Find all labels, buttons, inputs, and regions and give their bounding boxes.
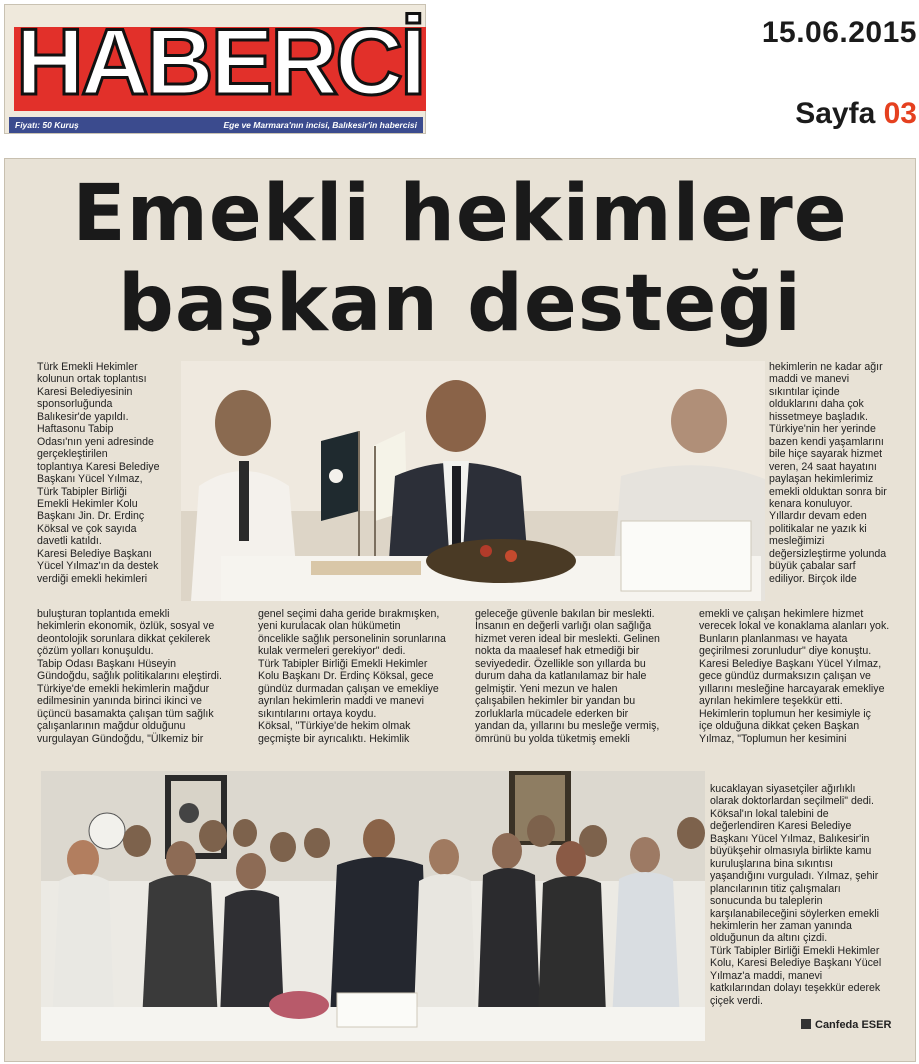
article-text-line: Karesi Belediye Başkanı bbox=[37, 547, 152, 560]
article-text-line: ayrılan hekimlere teşekkür etti. bbox=[699, 695, 843, 708]
article-text-line: sonucunda bu taleplerin bbox=[710, 895, 823, 908]
article-text-line: Köksal ve çok sayıda bbox=[37, 522, 137, 535]
article-text-line: durum daha da katlanılamaz bir hale bbox=[475, 670, 647, 683]
article-text-line: genel seçimi daha geride bırakmışken, bbox=[258, 608, 440, 620]
article-text-line: edilmesinin yanında birinci ikinci ve bbox=[37, 695, 202, 708]
article-text-line: Türk Tabipler Birliği Emekli Hekimler bbox=[258, 657, 428, 670]
article-text-line: Yılmaz, "Toplumun her kesimini bbox=[699, 732, 847, 745]
newspaper-masthead bbox=[4, 4, 426, 134]
page-label-text: Sayfa bbox=[795, 97, 876, 130]
article-text-line: Türkiye'de emekli hekimlerin mağdur bbox=[37, 682, 210, 695]
article-text-line: Başkanı Yücel Yılmaz, bbox=[37, 473, 143, 486]
article-text-line: geleceğe güvenle bakılan bir meslekti. bbox=[475, 608, 655, 620]
article-text-line: değersizleştirme yolunda bbox=[769, 547, 887, 560]
article-text-line: Tabip Odası Başkanı Hüseyin bbox=[37, 657, 176, 670]
column-2 bbox=[258, 608, 472, 745]
article-text-line: olarak doktorlardan seçilmeli" dedi. bbox=[710, 795, 874, 808]
article-text-line: kulak vermeleri gerekiyor" dedi. bbox=[258, 645, 406, 658]
article-text-line: verdiği emekli hekimleri bbox=[37, 572, 148, 585]
meeting-photo-illustration bbox=[181, 361, 765, 601]
article-text-line: hissetmeye başladık. bbox=[769, 410, 868, 423]
article-text-line: gündüz durmadan çalışan ve emekliye bbox=[258, 682, 439, 695]
article-text-line: öncelikle sağlık personelinin sorunlarına bbox=[258, 632, 446, 645]
article-text-line: Kolu Başkanı Dr. Erdinç Köksal, gece bbox=[258, 670, 434, 683]
article-text-line: sıkıntılar içinde bbox=[769, 385, 840, 398]
article-text-line: kolunun ortak toplantısı bbox=[37, 373, 147, 386]
article-text-line: olduğunun da altını çizdi. bbox=[710, 932, 828, 945]
article-text-line: çözüm yolları konuşuldu. bbox=[37, 645, 154, 658]
byline-author: Canfeda ESER bbox=[815, 1019, 892, 1031]
article-text-line: bazen kendi yaşamlarını bbox=[769, 435, 884, 448]
article-text-line: ayrılan hekimlerin maddi ve manevi bbox=[258, 695, 425, 708]
article-text-line: çiçek verdi. bbox=[710, 994, 763, 1007]
article-text-line: davetli katıldı. bbox=[37, 535, 102, 548]
byline-square-icon bbox=[801, 1019, 811, 1029]
article-text-line: seviyededir. Özellikle son yıllarda bu bbox=[475, 657, 646, 670]
article-text-line: olduklarını daha çok bbox=[769, 398, 864, 411]
price-label: Fiyatı: 50 Kuruş bbox=[15, 120, 79, 130]
article-text-line: Hekimlerin toplumun her kesimiyle iç bbox=[699, 707, 871, 720]
issue-date: 15.06.2015 bbox=[761, 16, 917, 49]
article-text-line: sıkıntılarını ortaya koydu. bbox=[258, 707, 377, 720]
article-text-line: toplantıya Karesi Belediye bbox=[37, 460, 160, 473]
article-text-line: deontolojik sorunlara dikkat çekilerek bbox=[37, 632, 211, 645]
article-text-line: Türk Tabipler Birliği bbox=[37, 485, 127, 498]
article-text-line: yeni kurulacak olan hükümetin bbox=[258, 620, 401, 633]
article-text-line: kucaklayan siyasetçiler ağırlıklı bbox=[710, 783, 856, 795]
column-1-top bbox=[37, 361, 179, 585]
article-text-line: yandan da, yıllarını bu mesleğe vermiş, bbox=[475, 720, 660, 733]
article-text-line: mesleğimizi bbox=[769, 535, 825, 548]
article-text-line: verecek lokal ve konaklama alanları yok. bbox=[699, 620, 890, 633]
article-text-line: gece gündüz durmaksızın çalışan ve bbox=[699, 670, 871, 683]
byline bbox=[801, 1019, 891, 1031]
article-text-line: Gündoğdu, sağlık politikalarını eleştirdi. bbox=[37, 670, 222, 683]
headline-line-2: başkan desteği bbox=[117, 259, 802, 349]
article-text-line: Köksal, "Türkiye'de hekim olmak bbox=[258, 720, 411, 733]
article-text-line: yaşandığını vurguladı. Yılmaz, şehir bbox=[710, 870, 879, 883]
newspaper-logo: HABERCİ bbox=[16, 9, 424, 114]
meeting-photo bbox=[181, 361, 765, 601]
article-text-line: hekimlerin ne kadar ağır bbox=[769, 361, 883, 373]
article-text-line: İnsanın en değerli varlığı olan sağlığa bbox=[475, 620, 652, 633]
article-text-line: buluşturan toplantıda emekli bbox=[37, 608, 170, 620]
article-text-line: emekli ve çalışan hekimlere hizmet bbox=[699, 608, 864, 620]
group-photo-illustration bbox=[41, 771, 705, 1041]
article-text-line: değerlendiren Karesi Belediye bbox=[710, 820, 852, 833]
article-text-line: Emekli Hekimler Kolu bbox=[37, 497, 138, 510]
article-text-line: Yılmaz'a maddi, manevi bbox=[710, 969, 823, 982]
column-4-bottom bbox=[710, 783, 915, 1007]
article-text-line: veren, 24 saat hayatını bbox=[769, 460, 877, 473]
article-text-line: ömrünü bu yolda tüketmiş emekli bbox=[475, 732, 630, 745]
article-text-line: Türk Tabipler Birliği Emekli Hekimler bbox=[710, 944, 880, 957]
article-clipping bbox=[4, 158, 916, 1062]
article-text-line: üçüncü basamakta çalışan tüm sağlık bbox=[37, 707, 214, 720]
article-text-line: çalışanlarının mağdur olduğunu bbox=[37, 720, 186, 733]
article-text-line: Türkiye'nin her yerinde bbox=[769, 423, 876, 436]
article-text-line: yıllarını mesleğine harcayarak emekliye bbox=[699, 682, 885, 695]
article-text-line: karşılanabileceğini söylerken emekli bbox=[710, 907, 879, 920]
article-text-line: ediliyor. Birçok ilde bbox=[769, 572, 857, 585]
article-text-line: Odası'nın yeni adresinde bbox=[37, 435, 154, 448]
article-text-line: kenara konuluyor. bbox=[769, 497, 853, 510]
article-text-line: sponsorluğunda bbox=[37, 398, 113, 411]
article-text-line: zorluklarla mücadele ederken bir bbox=[475, 707, 629, 720]
article-text-line: kuruluşlarına bina sıkıntısı bbox=[710, 857, 834, 870]
article-text-line: plancılarının titiz çalışmaları bbox=[710, 882, 841, 895]
article-text-line: hizmet veren ideal bir meslekti. Gelinen bbox=[475, 632, 660, 645]
article-text-line: Karesi Belediye Başkanı Yücel Yılmaz, bbox=[699, 657, 882, 670]
article-text-line: vurgulayan Gündoğdu, "Ülkemiz bir bbox=[37, 732, 204, 745]
article-text-line: paylaşan hekimlerimiz bbox=[769, 473, 874, 486]
article-text-line: Karesi Belediyesinin bbox=[37, 385, 133, 398]
article-text-line: Başkanı Yücel Yılmaz, Balıkesir'in bbox=[710, 832, 870, 845]
article-text-line: Kolu, Karesi Belediye Başkanı Yücel bbox=[710, 957, 882, 970]
article-text-line: Haftasonu Tabip bbox=[37, 423, 114, 436]
article-text-line: Köksal'ın lokal talebini de bbox=[710, 807, 829, 820]
article-text-line: hekimlerin ekonomik, özlük, sosyal ve bbox=[37, 620, 215, 633]
article-text-line: gelmiştir. Yeni mezun ve halen bbox=[475, 682, 618, 695]
article-text-line: maddi ve manevi bbox=[769, 373, 850, 386]
article-text-line: bile hiçe sayarak hizmet bbox=[769, 448, 883, 461]
article-text-line: Yıllardır devam eden bbox=[769, 510, 867, 523]
article-text-line: çalışabilen hekimler bir yandan bu bbox=[475, 695, 636, 708]
article-text-line: katkılarından dolayı teşekkür ederek bbox=[710, 982, 881, 995]
article-text-line: Bunların planlanması ve hayata bbox=[699, 632, 848, 645]
article-text-line: geçirilmesi zorunludur" diye konuştu. bbox=[699, 645, 872, 658]
article-text-line: Başkanı Jin. Dr. Erdinç bbox=[37, 510, 145, 523]
column-3 bbox=[475, 608, 695, 745]
article-text-line: büyük çabalar sarf bbox=[769, 560, 856, 573]
article-text-line: Yücel Yılmaz'ın da destek bbox=[37, 560, 159, 573]
article-text-line: politikalar ne yazık ki bbox=[769, 522, 867, 535]
article-text-line: hekimlerin her zaman yanında bbox=[710, 919, 852, 932]
column-1-bottom bbox=[37, 608, 242, 745]
article-text-line: emekli olduktan sonra bir bbox=[769, 485, 887, 498]
article-text-line: büyükşehir olmasıyla birlikte kamu bbox=[710, 845, 872, 858]
article-text-line: içe olduğuna dikkat çeken Başkan bbox=[699, 720, 860, 733]
page-number bbox=[795, 97, 917, 131]
masthead-strip bbox=[9, 117, 423, 133]
group-photo bbox=[41, 771, 705, 1041]
article-text-line: geçmişte bir ayrıcalıktı. Hekimlik bbox=[258, 732, 410, 745]
article-text-line: Türk Emekli Hekimler bbox=[37, 361, 138, 373]
slogan: Ege ve Marmara'nın incisi, Balıkesir'in habercisi bbox=[223, 120, 417, 130]
column-4-top bbox=[769, 361, 915, 585]
article-text-line: Balıkesir'de yapıldı. bbox=[37, 410, 129, 423]
article-text-line: nokta da maalesef hak etmediği bir bbox=[475, 645, 640, 658]
column-4-middle bbox=[699, 608, 913, 745]
page-number-value: 03 bbox=[883, 97, 917, 130]
article-text-line: gerçekleştirilen bbox=[37, 448, 108, 461]
headline-line-1: Emekli hekimlere bbox=[72, 169, 848, 259]
